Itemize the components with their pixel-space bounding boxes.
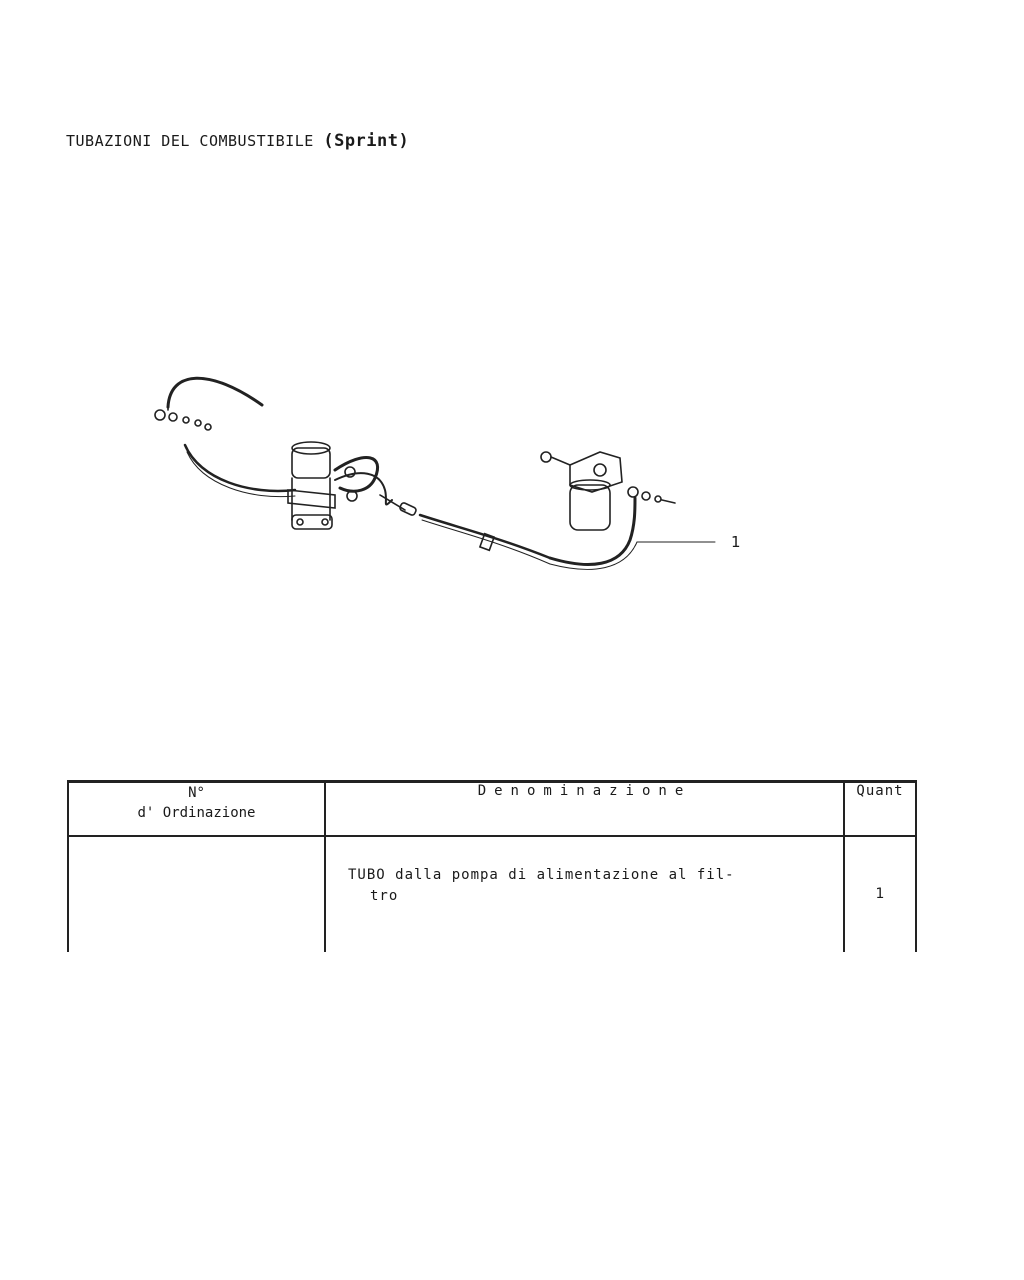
cell-description xyxy=(325,836,844,952)
description-line1: TUBO dalla pompa di alimentazione al fil- xyxy=(348,867,735,883)
header-quantita: Quant xyxy=(844,782,916,837)
header-ordinazione xyxy=(68,782,325,837)
header-denominazione: Denominazione xyxy=(325,782,844,837)
header-ordinazione-line2: d' Ordinazione xyxy=(137,805,256,821)
header-ordinazione-line1: N° xyxy=(188,785,205,801)
description-line2: tro xyxy=(370,888,399,904)
cell-ordinazione xyxy=(68,836,325,952)
title-variant: (Sprint) xyxy=(323,131,410,151)
page-title xyxy=(66,131,409,151)
table-row xyxy=(68,836,916,952)
cell-quantity: 1 xyxy=(844,836,916,952)
table-header-row xyxy=(68,782,916,837)
title-text: TUBAZIONI DEL COMBUSTIBILE xyxy=(66,132,314,150)
callout-number: 1 xyxy=(731,533,741,551)
parts-table xyxy=(67,780,917,952)
fuel-line-diagram xyxy=(130,360,750,610)
